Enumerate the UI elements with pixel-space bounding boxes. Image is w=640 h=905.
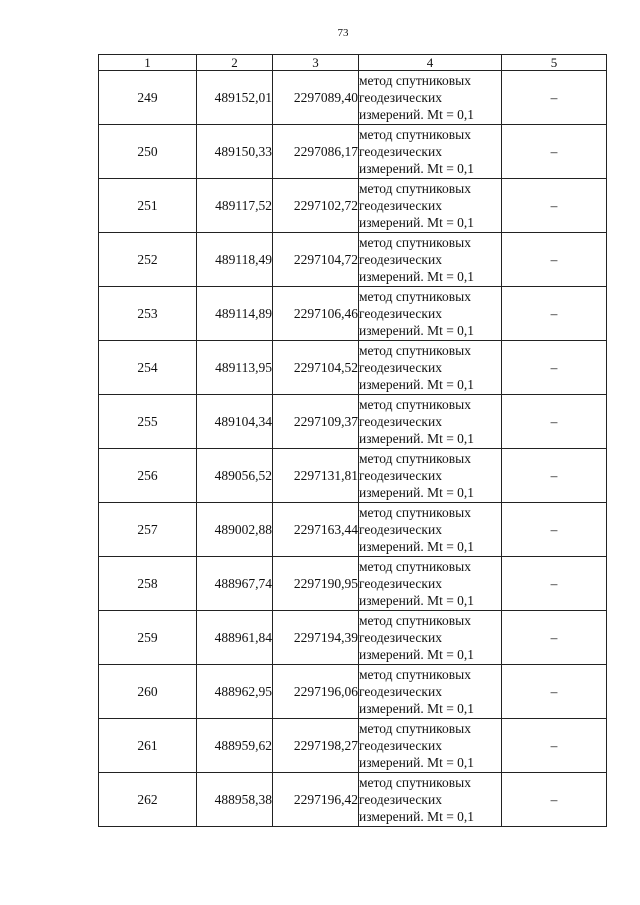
coordinate-y-cell: 2297190,95 [273, 557, 359, 611]
table-row [99, 611, 607, 665]
coordinate-y-cell: 2297106,46 [273, 287, 359, 341]
header-col-2: 2 [197, 55, 273, 71]
table-row [99, 557, 607, 611]
note-cell: – [502, 719, 607, 773]
method-cell [359, 449, 502, 503]
point-number-cell: 261 [99, 719, 197, 773]
method-line: метод спутниковых [359, 667, 471, 682]
method-line: геодезических [359, 144, 442, 159]
point-number-cell: 253 [99, 287, 197, 341]
coordinate-x-cell: 489104,34 [197, 395, 273, 449]
point-number-cell: 259 [99, 611, 197, 665]
coordinate-y-cell: 2297196,42 [273, 773, 359, 827]
coordinate-y-cell: 2297131,81 [273, 449, 359, 503]
coordinate-y-cell: 2297198,27 [273, 719, 359, 773]
coordinate-x-cell: 488958,38 [197, 773, 273, 827]
coordinate-x-cell: 489150,33 [197, 125, 273, 179]
method-line: геодезических [359, 360, 442, 375]
coordinate-y-cell: 2297104,52 [273, 341, 359, 395]
coordinate-x-cell: 489117,52 [197, 179, 273, 233]
point-number-cell: 252 [99, 233, 197, 287]
method-line: измерений. Mt = 0,1 [359, 107, 475, 122]
point-number-cell: 256 [99, 449, 197, 503]
header-row [99, 55, 607, 71]
method-line: измерений. Mt = 0,1 [359, 377, 475, 392]
coordinate-x-cell: 489118,49 [197, 233, 273, 287]
method-line: геодезических [359, 630, 442, 645]
coordinate-y-cell: 2297109,37 [273, 395, 359, 449]
method-line: метод спутниковых [359, 559, 471, 574]
coordinate-x-cell: 488962,95 [197, 665, 273, 719]
method-cell [359, 395, 502, 449]
method-cell [359, 71, 502, 125]
method-cell [359, 179, 502, 233]
note-cell: – [502, 449, 607, 503]
method-line: метод спутниковых [359, 505, 471, 520]
method-line: геодезических [359, 522, 442, 537]
method-line: метод спутниковых [359, 397, 471, 412]
table-body [99, 71, 607, 827]
method-line: измерений. Mt = 0,1 [359, 593, 475, 608]
table-row [99, 665, 607, 719]
method-line: измерений. Mt = 0,1 [359, 647, 475, 662]
page-number: 73 [337, 27, 349, 39]
coordinate-y-cell: 2297086,17 [273, 125, 359, 179]
header-col-3: 3 [273, 55, 359, 71]
method-line: геодезических [359, 414, 442, 429]
note-cell: – [502, 557, 607, 611]
table-row [99, 341, 607, 395]
point-number-cell: 262 [99, 773, 197, 827]
method-cell [359, 557, 502, 611]
table-row [99, 395, 607, 449]
method-line: метод спутниковых [359, 451, 471, 466]
method-line: геодезических [359, 576, 442, 591]
method-line: измерений. Mt = 0,1 [359, 539, 475, 554]
point-number-cell: 255 [99, 395, 197, 449]
note-cell: – [502, 287, 607, 341]
note-cell: – [502, 125, 607, 179]
method-line: геодезических [359, 738, 442, 753]
table-row [99, 719, 607, 773]
method-line: метод спутниковых [359, 235, 471, 250]
note-cell: – [502, 395, 607, 449]
method-cell [359, 341, 502, 395]
method-cell [359, 611, 502, 665]
method-line: метод спутниковых [359, 613, 471, 628]
coordinate-y-cell: 2297102,72 [273, 179, 359, 233]
coordinate-x-cell: 489114,89 [197, 287, 273, 341]
table-row [99, 179, 607, 233]
method-line: метод спутниковых [359, 343, 471, 358]
method-line: метод спутниковых [359, 127, 471, 142]
method-line: геодезических [359, 792, 442, 807]
coordinate-y-cell: 2297104,72 [273, 233, 359, 287]
table-row [99, 287, 607, 341]
coordinate-x-cell: 489152,01 [197, 71, 273, 125]
note-cell: – [502, 71, 607, 125]
header-col-1: 1 [99, 55, 197, 71]
note-cell: – [502, 179, 607, 233]
note-cell: – [502, 611, 607, 665]
method-line: измерений. Mt = 0,1 [359, 161, 475, 176]
point-number-cell: 251 [99, 179, 197, 233]
method-line: измерений. Mt = 0,1 [359, 431, 475, 446]
coordinate-x-cell: 488959,62 [197, 719, 273, 773]
note-cell: – [502, 773, 607, 827]
method-line: геодезических [359, 306, 442, 321]
coordinate-x-cell: 489002,88 [197, 503, 273, 557]
note-cell: – [502, 503, 607, 557]
method-line: измерений. Mt = 0,1 [359, 485, 475, 500]
method-cell [359, 719, 502, 773]
table-row [99, 125, 607, 179]
point-number-cell: 258 [99, 557, 197, 611]
method-line: метод спутниковых [359, 775, 471, 790]
method-cell [359, 125, 502, 179]
method-cell [359, 503, 502, 557]
point-number-cell: 249 [99, 71, 197, 125]
method-line: геодезических [359, 468, 442, 483]
table-row [99, 773, 607, 827]
header-col-4: 4 [359, 55, 502, 71]
method-line: измерений. Mt = 0,1 [359, 215, 475, 230]
note-cell: – [502, 233, 607, 287]
coordinate-x-cell: 488967,74 [197, 557, 273, 611]
method-cell [359, 773, 502, 827]
method-line: измерений. Mt = 0,1 [359, 755, 475, 770]
table-row [99, 71, 607, 125]
table-row [99, 503, 607, 557]
header-col-5: 5 [502, 55, 607, 71]
note-cell: – [502, 341, 607, 395]
method-cell [359, 233, 502, 287]
point-number-cell: 260 [99, 665, 197, 719]
method-line: метод спутниковых [359, 721, 471, 736]
point-number-cell: 250 [99, 125, 197, 179]
coordinate-x-cell: 488961,84 [197, 611, 273, 665]
coordinates-table [98, 54, 607, 827]
table-row [99, 233, 607, 287]
method-line: измерений. Mt = 0,1 [359, 809, 475, 824]
method-line: геодезических [359, 252, 442, 267]
method-cell [359, 287, 502, 341]
coordinate-y-cell: 2297163,44 [273, 503, 359, 557]
coordinate-x-cell: 489056,52 [197, 449, 273, 503]
method-line: измерений. Mt = 0,1 [359, 323, 475, 338]
table-row [99, 449, 607, 503]
method-line: геодезических [359, 684, 442, 699]
method-line: измерений. Mt = 0,1 [359, 701, 475, 716]
coordinate-y-cell: 2297089,40 [273, 71, 359, 125]
method-cell [359, 665, 502, 719]
method-line: метод спутниковых [359, 289, 471, 304]
coordinate-y-cell: 2297196,06 [273, 665, 359, 719]
coordinate-y-cell: 2297194,39 [273, 611, 359, 665]
method-line: геодезических [359, 90, 442, 105]
note-cell: – [502, 665, 607, 719]
method-line: геодезических [359, 198, 442, 213]
point-number-cell: 257 [99, 503, 197, 557]
method-line: метод спутниковых [359, 181, 471, 196]
method-line: измерений. Mt = 0,1 [359, 269, 475, 284]
table-header [99, 55, 607, 71]
point-number-cell: 254 [99, 341, 197, 395]
coordinate-x-cell: 489113,95 [197, 341, 273, 395]
method-line: метод спутниковых [359, 73, 471, 88]
